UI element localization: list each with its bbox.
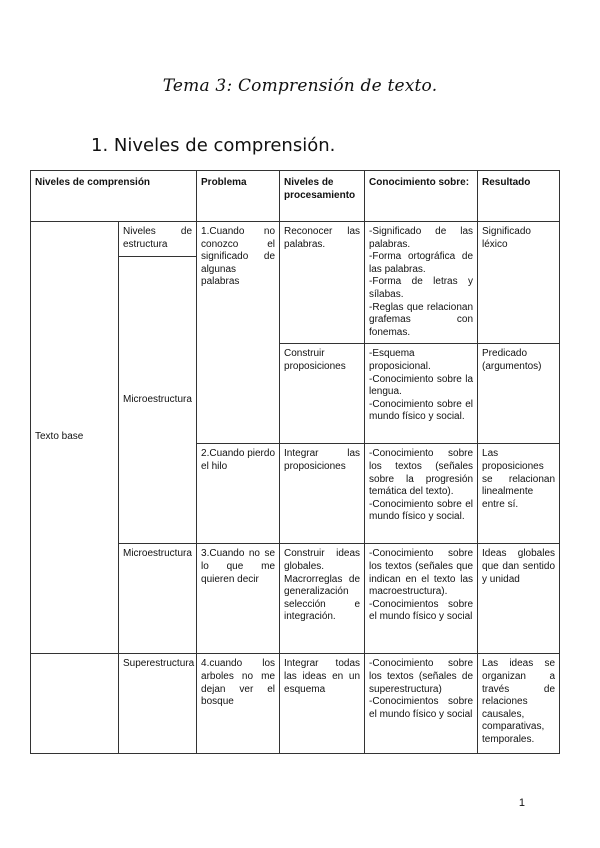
superestructura-cell: Superestructura xyxy=(119,654,197,754)
header-niveles: Niveles de comprensión xyxy=(31,171,197,222)
resultado-cell: Significado léxico xyxy=(478,222,560,344)
problema-cell: 3.Cuando no se lo que me quieren decir xyxy=(197,544,280,654)
procesamiento-cell: Construir proposiciones xyxy=(280,344,365,444)
table-row xyxy=(31,222,560,257)
procesamiento-cell: Integrar todas las ideas en un esquema xyxy=(280,654,365,754)
header-conocimiento: Conocimiento sobre: xyxy=(365,171,478,222)
header-resultado: Resultado xyxy=(478,171,560,222)
conocimiento-cell: -Conocimiento sobre los textos (señales de superestructura) -Conocimientos sobre el mundo físico y social xyxy=(365,654,478,754)
procesamiento-cell: Reconocer las palabras. xyxy=(280,222,365,344)
table-row xyxy=(31,654,560,754)
resultado-cell: Las ideas se organizan a través de relaciones causales, comparativas, temporales. xyxy=(478,654,560,754)
macroestructura-cell: Microestructura xyxy=(119,544,197,654)
niveles-estructura-cell: Niveles de estructura xyxy=(119,222,197,257)
table-header-row xyxy=(31,171,560,222)
procesamiento-cell: Construir ideas globales. Macrorreglas de generalización selección e integración. xyxy=(280,544,365,654)
page-title: Tema 3: Comprensión de texto. xyxy=(162,76,438,96)
section-heading: 1. Niveles de comprensión. xyxy=(91,135,336,156)
header-procesamiento: Niveles de procesamiento xyxy=(280,171,365,222)
conocimiento-cell: -Conocimiento sobre los textos (señales que indican en el texto las macroestructura). -Conocimientos sobre el mundo físico y social xyxy=(365,544,478,654)
page-number: 1 xyxy=(518,797,525,809)
empty-cell xyxy=(31,654,119,754)
comprehension-levels-table xyxy=(30,170,560,754)
problema-cell: 2.Cuando pierdo el hilo xyxy=(197,444,280,544)
procesamiento-cell: Integrar las proposiciones xyxy=(280,444,365,544)
microestructura-cell: Microestructura xyxy=(119,257,197,544)
problema-cell: 1.Cuando no conozco el significado de algunas palabras xyxy=(197,222,280,444)
header-problema: Problema xyxy=(197,171,280,222)
resultado-cell: Predicado (argumentos) xyxy=(478,344,560,444)
conocimiento-cell: -Esquema proposicional. -Conocimiento sobre la lengua. -Conocimiento sobre el mundo físico y social. xyxy=(365,344,478,444)
conocimiento-cell: -Significado de las palabras. -Forma ortográfica de las palabras. -Forma de letras y sílabas. -Reglas que relacionan grafemas con fonemas. xyxy=(365,222,478,344)
conocimiento-cell: -Conocimiento sobre los textos (señales sobre la progresión temática del texto). -Conocimiento sobre el mundo físico y social. xyxy=(365,444,478,544)
resultado-cell: Las proposiciones se relacionan linealmente entre sí. xyxy=(478,444,560,544)
resultado-cell: Ideas globales que dan sentido y unidad xyxy=(478,544,560,654)
problema-cell: 4.cuando los arboles no me dejan ver el bosque xyxy=(197,654,280,754)
texto-base-cell: Texto base xyxy=(31,222,119,654)
